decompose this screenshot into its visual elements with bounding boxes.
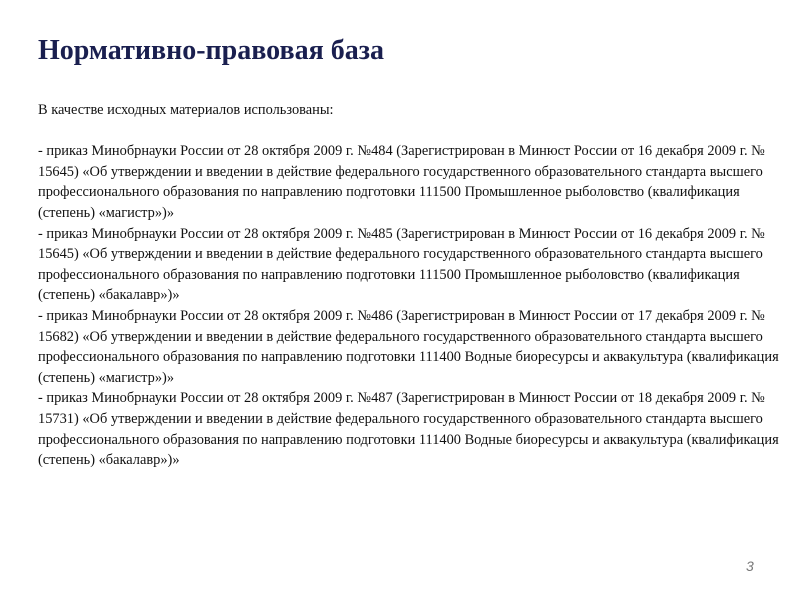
page-number: 3 <box>746 558 754 574</box>
order-item-487: - приказ Минобрнауки России от 28 октября 2009 г. №487 (Зарегистрирован в Минюст России от 18 декабря 2009 г. № 15731) «Об утверждении и введении в действие федерального государственного образовательного стандарта высшего профессионального образования по направлению подготовки 111400 Водные биоресурсы и аквакультура (квалификация (степень) «бакалавр»)» <box>38 390 779 469</box>
slide-body <box>38 100 780 471</box>
slide-title: Нормативно-правовая база <box>38 35 385 66</box>
order-item-485: - приказ Минобрнауки России от 28 октября 2009 г. №485 (Зарегистрирован в Минюст России от 16 декабря 2009 г. № 15645) «Об утверждении и введении в действие федерального государственного образовательного стандарта высшего профессионального образования по направлению подготовки 111500 Промышленное рыболовство (квалификация (степень) «бакалавр»)» <box>38 225 765 304</box>
order-item-486: - приказ Минобрнауки России от 28 октября 2009 г. №486 (Зарегистрирован в Минюст России от 17 декабря 2009 г. № 15682) «Об утверждении и введении в действие федерального государственного образовательного стандарта высшего профессионального образования по направлению подготовки 111400 Водные биоресурсы и аквакультура (квалификация (степень) «магистр»)» <box>38 307 779 386</box>
order-item-484: - приказ Минобрнауки России от 28 октября 2009 г. №484 (Зарегистрирован в Минюст России от 16 декабря 2009 г. № 15645) «Об утверждении и введении в действие федерального государственного образовательного стандарта высшего профессионального образования по направлению подготовки 111500 Промышленное рыболовство (квалификация (степень) «магистр»)» <box>38 143 765 221</box>
intro-text: В качестве исходных материалов использованы: <box>38 102 334 118</box>
